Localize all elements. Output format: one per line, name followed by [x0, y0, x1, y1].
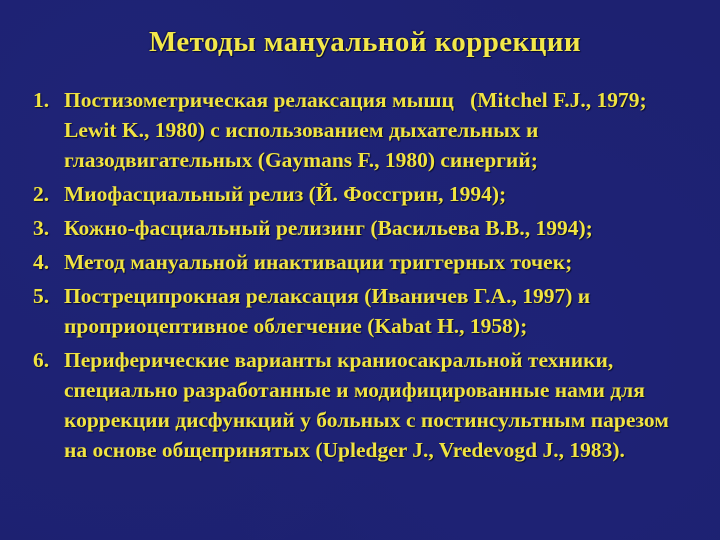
list-item: [33, 179, 686, 209]
method-list: [0, 85, 720, 465]
item-text: Метод мануальной инактивации триггерных точек;: [64, 250, 573, 274]
item-number: 6.: [33, 348, 50, 372]
item-text: Кожно-фасциальный релизинг (Васильева В.В., 1994);: [64, 216, 593, 240]
item-number: 4.: [33, 250, 50, 274]
list-item: [33, 213, 686, 243]
item-text: Миофасциальный релиз (Й. Фоссгрин, 1994);: [64, 182, 507, 206]
list-item: [33, 281, 686, 341]
item-number: 1.: [33, 88, 50, 112]
item-text: Периферические варианты краниосакральной техники, специально разработанные и модифицированные нами для коррекции дисфункций у больных с постинсультным парезом на основе общепринятых (Upledger J., Vredevogd J., 1983).: [64, 348, 675, 462]
list-item: [33, 345, 686, 465]
item-number: 3.: [33, 216, 50, 240]
item-text: Постреципрокная релаксация (Иваничев Г.А., 1997) и проприоцептивное облегчение (Kabat H., 1958);: [64, 284, 596, 338]
list-item: [33, 85, 686, 175]
item-text: Постизометрическая релаксация мышц (Mitchel F.J., 1979; Lewit K., 1980) с использованием дыхательных и глазодвигательных (Gaymans F., 1980) синергий;: [64, 88, 652, 172]
item-number: 2.: [33, 182, 50, 206]
slide-title: Методы мануальной коррекции: [149, 26, 581, 58]
list-item: [33, 247, 686, 277]
item-number: 5.: [33, 284, 50, 308]
